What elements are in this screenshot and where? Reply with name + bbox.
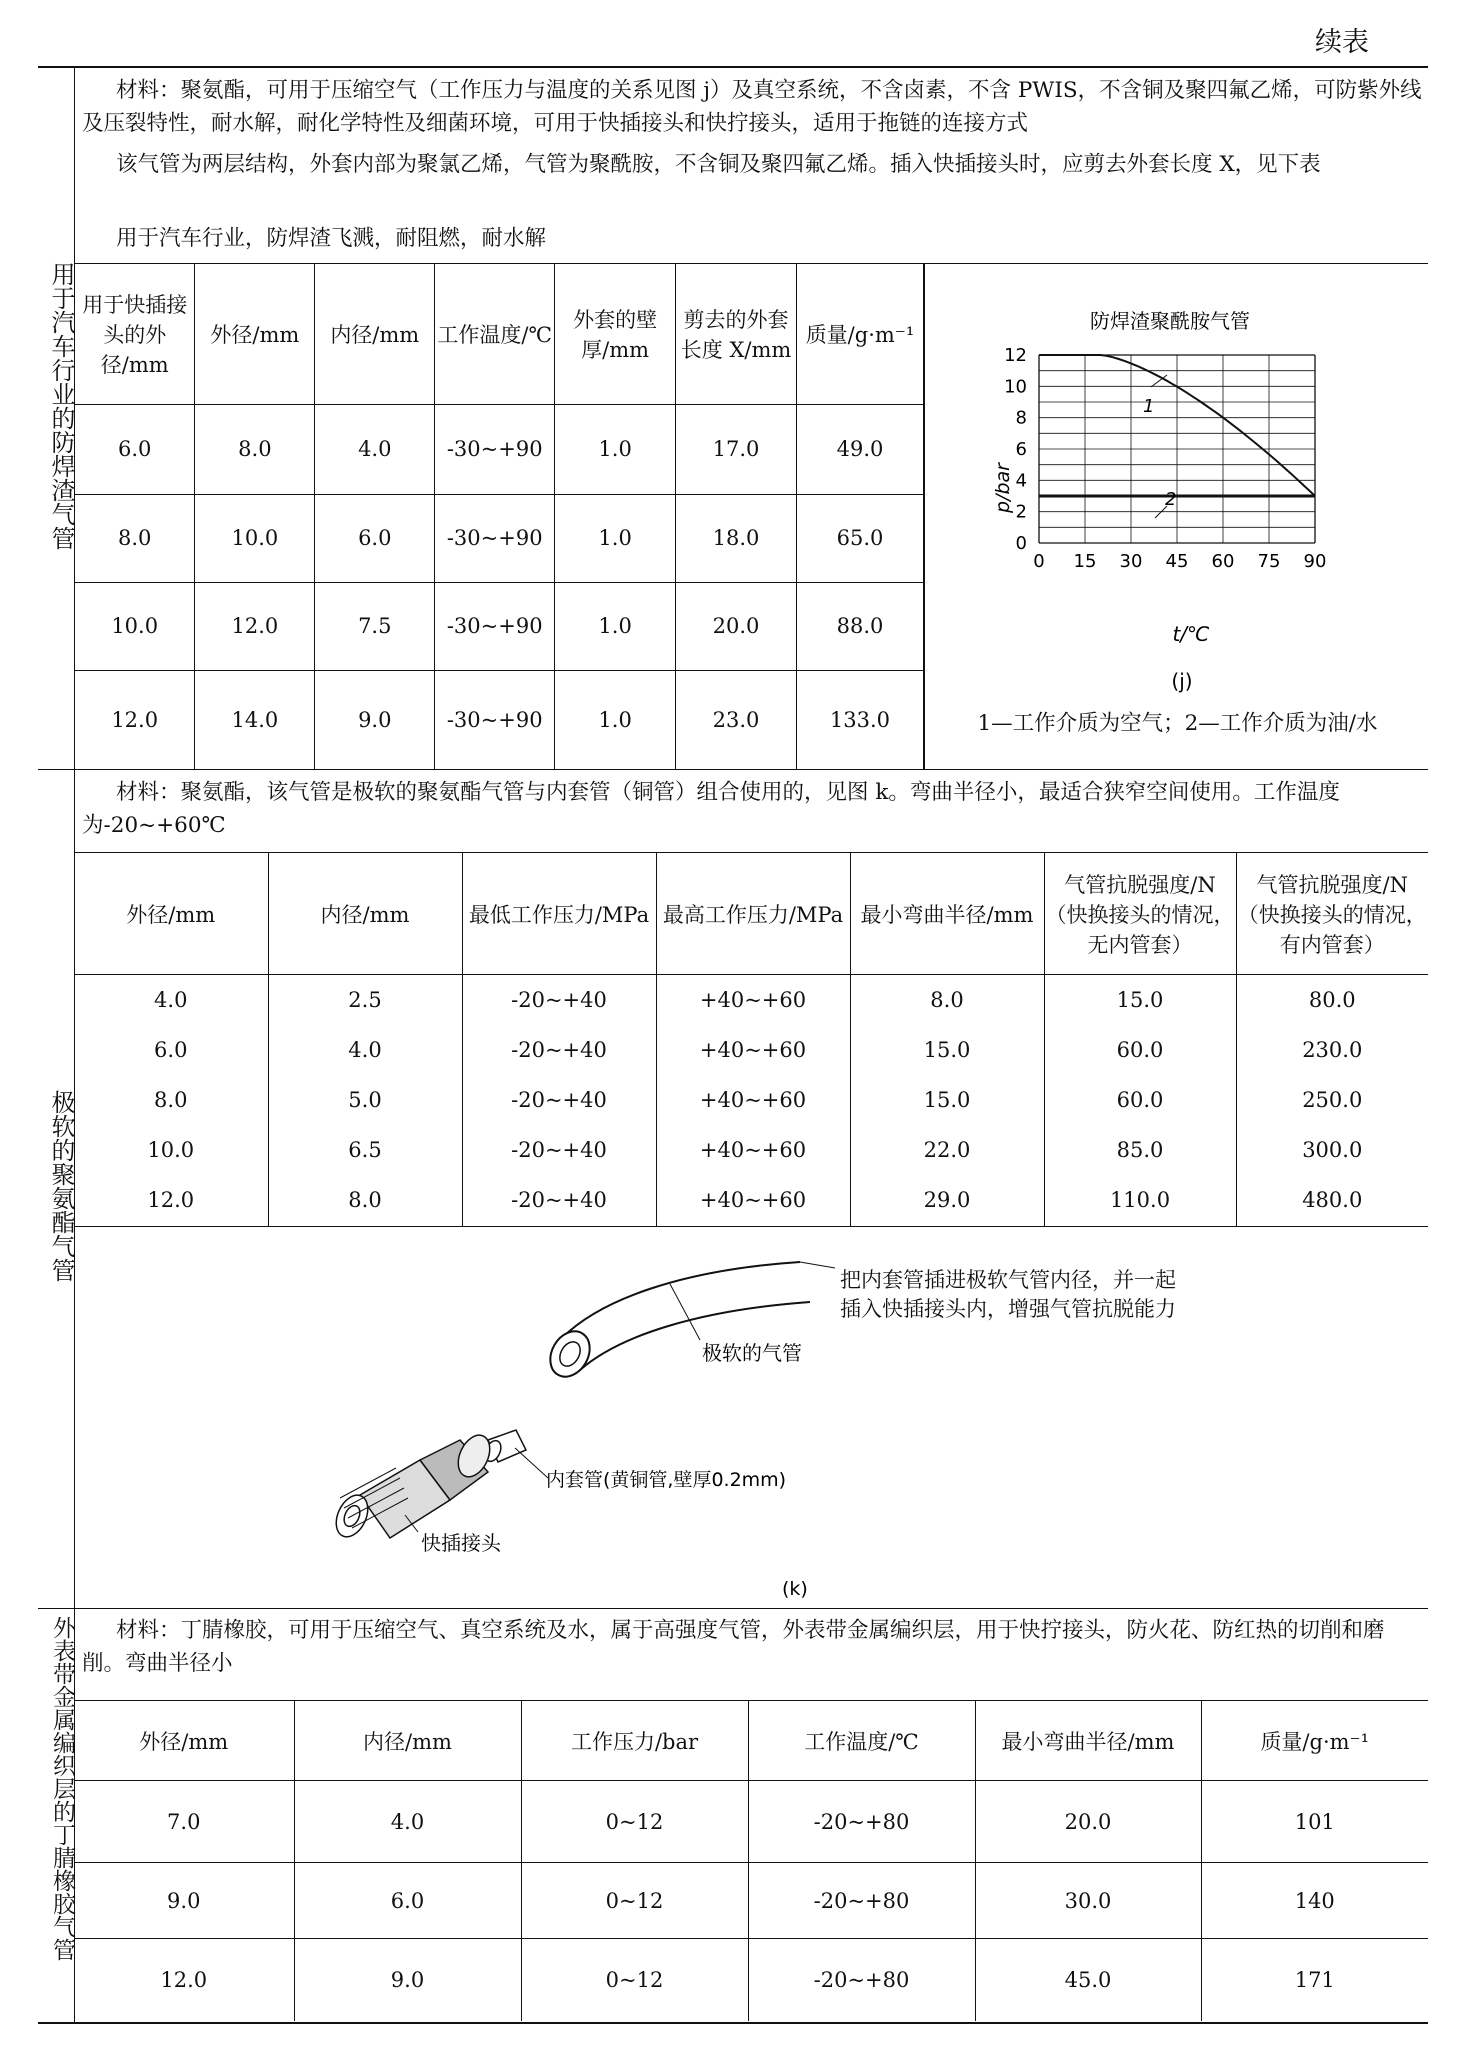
column-header: 用于快插接头的外径/mm — [75, 264, 195, 404]
cell: 6.0 — [294, 1863, 521, 1939]
column-header: 外套的壁厚/mm — [555, 264, 676, 404]
frame-top — [38, 66, 1428, 68]
tube-label: 极软的气管 — [702, 1341, 802, 1365]
table-row — [75, 670, 924, 769]
cell: 80.0 — [1236, 975, 1428, 1025]
cell: 133.0 — [796, 670, 923, 769]
cell: 7.5 — [315, 582, 435, 670]
table-row — [74, 1863, 1428, 1939]
section-divider-1 — [38, 769, 1428, 770]
cell: 60.0 — [1044, 1075, 1236, 1125]
frame-bottom — [38, 2022, 1428, 2024]
column-header: 工作温度/℃ — [435, 264, 555, 404]
cell: 9.0 — [315, 670, 435, 769]
column-header: 外径/mm — [74, 853, 268, 975]
cell: 88.0 — [796, 582, 923, 670]
column-header: 内径/mm — [315, 264, 435, 404]
table-row — [75, 494, 924, 582]
cell: 12.0 — [74, 1175, 268, 1227]
cell: +40~+60 — [656, 1075, 850, 1125]
section1-paragraph-2: 该气管为两层结构，外套内部为聚氯乙烯，气管为聚酰胺，不含铜及聚四氟乙烯。插入快插接头时，应剪去外套长度 X，见下表 — [116, 152, 1321, 177]
sleeve-label: 内套管(黄铜管,壁厚0.2mm) — [546, 1469, 787, 1491]
cell: 49.0 — [796, 404, 923, 494]
cell: 22.0 — [850, 1125, 1044, 1175]
cell: 8.0 — [268, 1175, 462, 1227]
column-header: 工作压力/bar — [521, 1701, 748, 1781]
cell: -20~+40 — [462, 1175, 656, 1227]
section2-table — [74, 852, 1428, 1227]
cell: 10.0 — [74, 1125, 268, 1175]
soft-tube-drawing — [542, 1262, 810, 1384]
cell: 17.0 — [676, 404, 797, 494]
cell: 20.0 — [676, 582, 797, 670]
cell: 6.0 — [75, 404, 195, 494]
cell: 8.0 — [195, 404, 315, 494]
fitting-label: 快插接头 — [421, 1531, 501, 1555]
column-header: 气管抗脱强度/N（快换接头的情况，有内管套） — [1236, 853, 1428, 975]
cell: -20~+40 — [462, 1075, 656, 1125]
y-tick-label: 6 — [1015, 439, 1027, 460]
cell: 12.0 — [195, 582, 315, 670]
cell: 0~12 — [521, 1781, 748, 1863]
column-header: 内径/mm — [294, 1701, 521, 1781]
figure-note: 把内套管插进极软气管内径，并一起插入快插接头内，增强气管抗脱能力 — [840, 1268, 1176, 1321]
cell: 15.0 — [850, 1075, 1044, 1125]
cell: 230.0 — [1236, 1025, 1428, 1075]
table-row — [74, 1075, 1428, 1125]
section3-label: 外表带金属编织层的丁腈橡胶气管 — [49, 1616, 75, 1961]
cell: -30~+90 — [435, 582, 555, 670]
column-header: 气管抗脱强度/N（快换接头的情况，无内管套） — [1044, 853, 1236, 975]
cell: 0~12 — [521, 1863, 748, 1939]
cell: 29.0 — [850, 1175, 1044, 1227]
cell: +40~+60 — [656, 975, 850, 1025]
note-leader — [800, 1262, 835, 1268]
table-row — [74, 975, 1428, 1025]
cell: 1.0 — [555, 670, 676, 769]
x-axis-label: t/℃ — [1172, 622, 1210, 646]
cell: 480.0 — [1236, 1175, 1428, 1227]
cell: 2.5 — [268, 975, 462, 1025]
cell: -30~+90 — [435, 494, 555, 582]
chart-title: 防焊渣聚酰胺气管 — [1090, 309, 1250, 333]
cell: -20~+80 — [748, 1939, 975, 2021]
cell: 7.0 — [74, 1781, 294, 1863]
cell: 9.0 — [294, 1939, 521, 2021]
cell: 15.0 — [1044, 975, 1236, 1025]
cell: -20~+40 — [462, 975, 656, 1025]
cell: 8.0 — [74, 1075, 268, 1125]
cell: 300.0 — [1236, 1125, 1428, 1175]
cell: 30.0 — [975, 1863, 1201, 1939]
cell: 20.0 — [975, 1781, 1201, 1863]
table-row — [75, 582, 924, 670]
cell: 250.0 — [1236, 1075, 1428, 1125]
cell: 1.0 — [555, 404, 676, 494]
y-axis-label: p/bar — [992, 463, 1014, 513]
cell: -20~+40 — [462, 1025, 656, 1075]
column-header: 质量/g·m⁻¹ — [1201, 1701, 1428, 1781]
cell: 1.0 — [555, 494, 676, 582]
cell: 6.5 — [268, 1125, 462, 1175]
table-header-row — [74, 1701, 1428, 1781]
column-header: 最低工作压力/MPa — [462, 853, 656, 975]
x-tick-label: 60 — [1211, 551, 1235, 572]
curve-2-label: 2 — [1165, 489, 1177, 510]
cell: 110.0 — [1044, 1175, 1236, 1227]
table-row — [74, 1125, 1428, 1175]
cell: 6.0 — [315, 494, 435, 582]
column-header: 内径/mm — [268, 853, 462, 975]
tube-leader — [670, 1284, 700, 1340]
section3-table — [74, 1700, 1428, 2021]
table-row — [74, 1781, 1428, 1863]
y-tick-label: 12 — [1004, 345, 1027, 366]
column-header: 质量/g·m⁻¹ — [796, 264, 923, 404]
cell: 9.0 — [74, 1863, 294, 1939]
cell: 12.0 — [74, 1939, 294, 2021]
curve-1-label: 1 — [1143, 396, 1155, 417]
column-header: 剪去的外套长度 X/mm — [676, 264, 797, 404]
cell: 140 — [1201, 1863, 1428, 1939]
cell: 12.0 — [75, 670, 195, 769]
section2-paragraph: 材料：聚氨酯，该气管是极软的聚氨酯气管与内套管（铜管）组合使用的，见图 k。弯曲半径小，最适合狭窄空间使用。工作温度为-20~+60℃ — [82, 780, 1340, 838]
cell: 60.0 — [1044, 1025, 1236, 1075]
table-header-row — [74, 853, 1428, 975]
section1-label: 用于汽车行业的防焊渣气管 — [47, 262, 75, 550]
y-tick-label: 4 — [1015, 470, 1027, 492]
table-row — [75, 404, 924, 494]
cell: 5.0 — [268, 1075, 462, 1125]
table-header-row — [75, 264, 924, 404]
x-tick-label: 30 — [1119, 551, 1143, 572]
cell: -30~+90 — [435, 404, 555, 494]
cell: +40~+60 — [656, 1175, 850, 1227]
cell: 171 — [1201, 1939, 1428, 2021]
chart-legend: 1—工作介质为空气；2—工作介质为油/水 — [977, 711, 1378, 736]
table-row — [74, 1175, 1428, 1227]
cell: 4.0 — [74, 975, 268, 1025]
cell: -20~+40 — [462, 1125, 656, 1175]
cell: 65.0 — [796, 494, 923, 582]
x-tick-label: 0 — [1033, 551, 1045, 572]
y-tick-label: 10 — [1004, 376, 1027, 398]
column-header: 工作温度/℃ — [748, 1701, 975, 1781]
cell: 101 — [1201, 1781, 1428, 1863]
cell: 6.0 — [74, 1025, 268, 1075]
y-tick-label: 2 — [1015, 501, 1027, 523]
cell: 18.0 — [676, 494, 797, 582]
cell: 8.0 — [850, 975, 1044, 1025]
section1-paragraph-3: 用于汽车行业，防焊渣飞溅，耐阻燃，耐水解 — [116, 226, 547, 251]
cell: 8.0 — [75, 494, 195, 582]
figure-caption: (k) — [782, 1578, 808, 1600]
continued-label: 续表 — [1315, 27, 1369, 58]
cell: 4.0 — [268, 1025, 462, 1075]
chart-caption: (j) — [1171, 669, 1193, 693]
section3-paragraph: 材料：丁腈橡胶，可用于压缩空气、真空系统及水，属于高强度气管，外表带金属编织层，用于快拧接头，防火花、防红热的切削和磨削。弯曲半径小 — [82, 1618, 1385, 1676]
cell: 15.0 — [850, 1025, 1044, 1075]
table-row — [74, 1939, 1428, 2021]
cell: 4.0 — [294, 1781, 521, 1863]
x-tick-label: 75 — [1257, 551, 1281, 572]
section-divider-2 — [38, 1608, 1428, 1609]
cell: -20~+80 — [748, 1863, 975, 1939]
cell: +40~+60 — [656, 1125, 850, 1175]
y-tick-label: 0 — [1015, 533, 1027, 554]
x-tick-label: 15 — [1073, 551, 1097, 572]
x-tick-label: 90 — [1303, 551, 1327, 572]
cell: 4.0 — [315, 404, 435, 494]
cell: 85.0 — [1044, 1125, 1236, 1175]
x-tick-label: 45 — [1165, 551, 1189, 572]
section1-paragraph-1: 材料：聚氨酯，可用于压缩空气（工作压力与温度的关系见图 j）及真空系统，不含卤素，不含 PWIS，不含铜及聚四氟乙烯，可防紫外线及压裂特性，耐水解，耐化学特性及细菌环境，可用于快插接头和快拧接头，适用于拖链的连接方式 — [82, 78, 1422, 136]
column-header: 最小弯曲半径/mm — [975, 1701, 1201, 1781]
cell: +40~+60 — [656, 1025, 850, 1075]
column-header: 外径/mm — [195, 264, 315, 404]
sleeve-leader — [515, 1448, 548, 1478]
section1-table — [75, 264, 924, 769]
column-header: 最高工作压力/MPa — [656, 853, 850, 975]
cell: 0~12 — [521, 1939, 748, 2021]
cell: 23.0 — [676, 670, 797, 769]
cell: 10.0 — [195, 494, 315, 582]
cell: -30~+90 — [435, 670, 555, 769]
cell: 14.0 — [195, 670, 315, 769]
cell: 10.0 — [75, 582, 195, 670]
table-row — [74, 1025, 1428, 1075]
y-tick-label: 8 — [1015, 407, 1027, 429]
column-header: 外径/mm — [74, 1701, 294, 1781]
cell: 45.0 — [975, 1939, 1201, 2021]
section2-label: 极软的聚氨酯气管 — [47, 1090, 75, 1282]
x-tick-labels — [1033, 551, 1326, 572]
cell: -20~+80 — [748, 1781, 975, 1863]
column-header: 最小弯曲半径/mm — [850, 853, 1044, 975]
chart-grid — [1039, 355, 1315, 543]
cell: 1.0 — [555, 582, 676, 670]
section2-table-body — [74, 975, 1428, 1227]
chart-j — [925, 264, 1425, 768]
y-tick-labels — [1004, 345, 1027, 554]
